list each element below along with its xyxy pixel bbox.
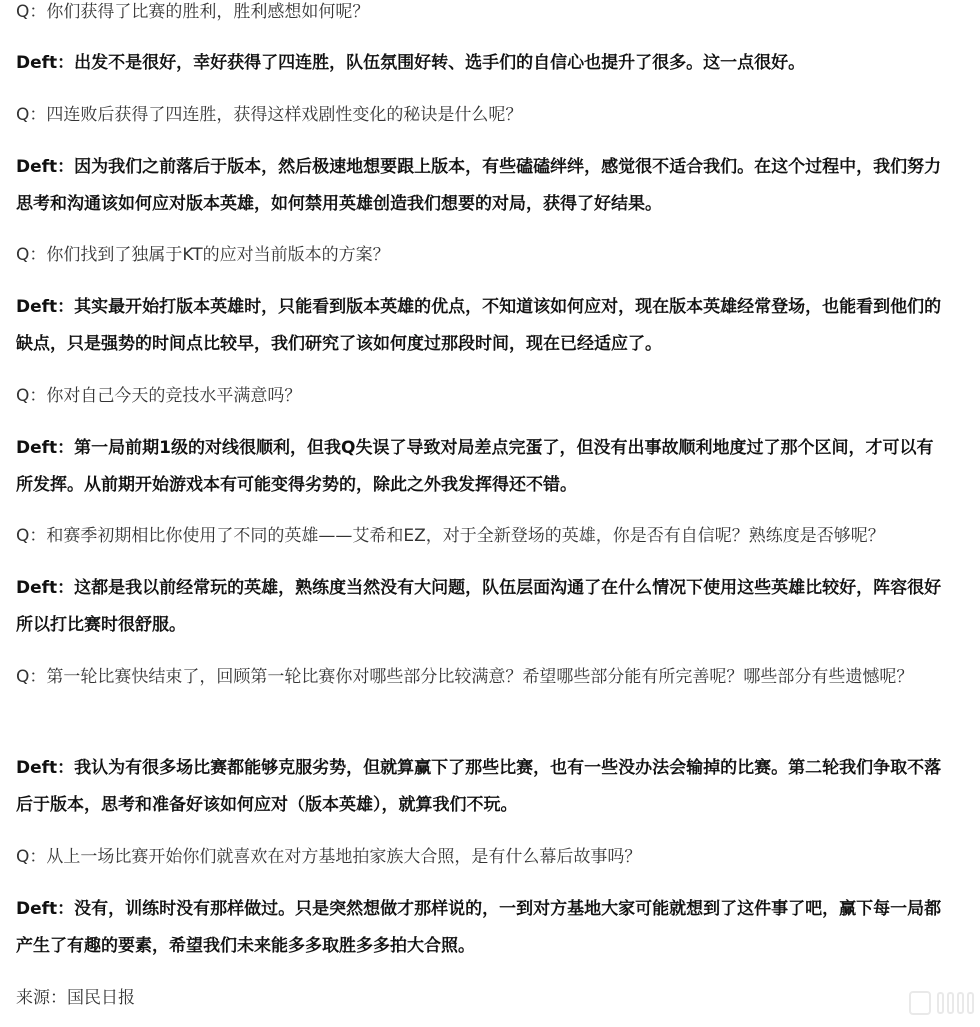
question-2: Q：四连败后获得了四连胜，获得这样戏剧性变化的秘诀是什么呢？ (16, 105, 523, 125)
question-3: Q：你们找到了独属于KT的应对当前版本的方案？ (16, 245, 390, 265)
answer-4: Deft：第一局前期1级的对线很顺利，但我Q失误了导致对局差点完蛋了，但没有出事故顺利地度过了那个区间，才可以有所发挥。从前期开始游戏本有可能变得劣势的，除此之外我发挥得还不错。 (16, 438, 934, 495)
source-line: 来源：国民日报 (16, 988, 135, 1008)
answer-7: Deft：没有，训练时没有那样做过。只是突然想做才那样说的，一到对方基地大家可能就想到了这件事了吧，赢下每一局都产生了有趣的要素，希望我们未来能多多取胜多多拍大合照。 (16, 899, 942, 956)
question-7: Q：从上一场比赛开始你们就喜欢在对方基地拍家族大合照，是有什么幕后故事吗？ (16, 847, 642, 867)
answer-2: Deft：因为我们之前落后于版本，然后极速地想要跟上版本，有些磕磕绊绊，感觉很不适合我们。在这个过程中，我们努力思考和沟通该如何应对版本英雄，如何禁用英雄创造我们想要的对局，获得了好结果。 (16, 157, 942, 214)
question-5: Q：和赛季初期相比你使用了不同的英雄——艾希和EZ，对于全新登场的英雄，你是否有自信呢？熟练度是否够呢？ (16, 526, 885, 546)
question-6: Q：第一轮比赛快结束了，回顾第一轮比赛你对哪些部分比较满意？希望哪些部分能有所完善呢？哪些部分有些遗憾呢？ (16, 667, 914, 687)
watermark-box-icon (909, 991, 931, 1015)
question-1: Q：你们获得了比赛的胜利，胜利感想如何呢？ (16, 2, 370, 22)
answer-6: Deft：我认为有很多场比赛都能够克服劣势，但就算赢下了那些比赛，也有一些没办法会输掉的比赛。第二轮我们争取不落后于版本，思考和准备好该如何应对（版本英雄），就算我们不玩。 (16, 758, 942, 815)
watermark-bars-icon (937, 992, 974, 1014)
answer-3: Deft：其实最开始打版本英雄时，只能看到版本英雄的优点，不知道该如何应对，现在版本英雄经常登场，也能看到他们的缺点，只是强势的时间点比较早，我们研究了该如何度过那段时间，现在已经适应了。 (16, 297, 942, 354)
answer-5: Deft：这都是我以前经常玩的英雄，熟练度当然没有大问题，队伍层面沟通了在什么情况下使用这些英雄比较好，阵容很好所以打比赛时很舒服。 (16, 578, 942, 635)
question-4: Q：你对自己今天的竞技水平满意吗？ (16, 386, 302, 406)
answer-1: Deft：出发不是很好，幸好获得了四连胜，队伍氛围好转、选手们的自信心也提升了很多。这一点很好。 (16, 53, 806, 73)
weibo-watermark-icon (909, 989, 974, 1017)
